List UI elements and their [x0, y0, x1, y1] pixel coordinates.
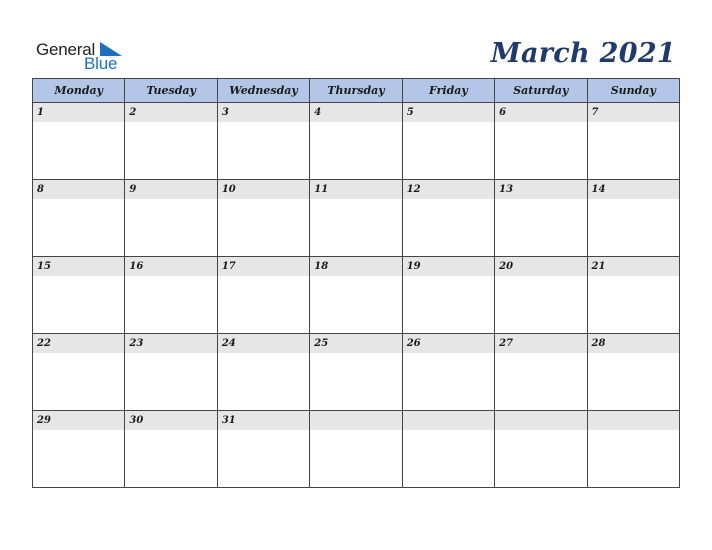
- day-cell: [125, 103, 217, 180]
- day-cell: [402, 334, 494, 411]
- day-number: 28: [588, 334, 679, 353]
- day-cell: [587, 103, 679, 180]
- day-cell: [310, 334, 402, 411]
- week-row: [33, 334, 680, 411]
- day-number: 8: [33, 180, 124, 199]
- day-number: [310, 411, 401, 430]
- day-number: 14: [588, 180, 679, 199]
- week-row: [33, 411, 680, 488]
- weekday-header: Saturday: [495, 79, 587, 103]
- day-cell: [217, 103, 309, 180]
- day-cell: [587, 411, 679, 488]
- day-number: 22: [33, 334, 124, 353]
- day-number: 17: [218, 257, 309, 276]
- day-cell: [33, 180, 125, 257]
- day-number: 11: [310, 180, 401, 199]
- brand-logo: [36, 40, 136, 74]
- day-cell: [33, 103, 125, 180]
- day-cell: [125, 411, 217, 488]
- day-number: 15: [33, 257, 124, 276]
- day-cell: [33, 411, 125, 488]
- day-number: 26: [403, 334, 494, 353]
- day-number: [588, 411, 679, 430]
- weekday-header: Thursday: [310, 79, 402, 103]
- day-cell: [125, 334, 217, 411]
- day-number: 13: [495, 180, 586, 199]
- day-cell: [587, 257, 679, 334]
- day-cell: [402, 411, 494, 488]
- week-row: [33, 180, 680, 257]
- brand-word-blue: Blue: [84, 54, 118, 73]
- day-number: 16: [125, 257, 216, 276]
- weekday-header-row: [33, 79, 680, 103]
- week-row: [33, 257, 680, 334]
- month-calendar: [32, 78, 680, 488]
- day-number: 12: [403, 180, 494, 199]
- day-number: 27: [495, 334, 586, 353]
- day-cell: [33, 257, 125, 334]
- day-cell: [310, 411, 402, 488]
- day-cell: [587, 180, 679, 257]
- day-cell: [310, 103, 402, 180]
- day-number: 7: [588, 103, 679, 122]
- day-number: 30: [125, 411, 216, 430]
- day-number: 20: [495, 257, 586, 276]
- day-number: 18: [310, 257, 401, 276]
- day-cell: [125, 180, 217, 257]
- day-number: 31: [218, 411, 309, 430]
- day-number: 25: [310, 334, 401, 353]
- day-cell: [217, 334, 309, 411]
- day-number: 2: [125, 103, 216, 122]
- day-number: 6: [495, 103, 586, 122]
- day-number: 19: [403, 257, 494, 276]
- day-cell: [402, 103, 494, 180]
- weekday-header: Monday: [33, 79, 125, 103]
- day-cell: [217, 257, 309, 334]
- page-title: March 2021: [490, 38, 676, 69]
- day-cell: [587, 334, 679, 411]
- day-cell: [495, 103, 587, 180]
- day-number: 10: [218, 180, 309, 199]
- day-number: [495, 411, 586, 430]
- day-number: 21: [588, 257, 679, 276]
- day-number: 23: [125, 334, 216, 353]
- day-cell: [495, 180, 587, 257]
- day-cell: [33, 334, 125, 411]
- day-number: 1: [33, 103, 124, 122]
- day-cell: [402, 257, 494, 334]
- day-cell: [402, 180, 494, 257]
- brand-word-general: General: [36, 40, 96, 59]
- day-cell: [310, 180, 402, 257]
- day-number: 24: [218, 334, 309, 353]
- day-number: 29: [33, 411, 124, 430]
- day-number: 5: [403, 103, 494, 122]
- day-cell: [495, 411, 587, 488]
- day-cell: [310, 257, 402, 334]
- weekday-header: Friday: [402, 79, 494, 103]
- day-number: 9: [125, 180, 216, 199]
- day-number: 4: [310, 103, 401, 122]
- week-row: [33, 103, 680, 180]
- weekday-header: Sunday: [587, 79, 679, 103]
- day-cell: [125, 257, 217, 334]
- day-cell: [217, 180, 309, 257]
- day-number: [403, 411, 494, 430]
- weekday-header: Tuesday: [125, 79, 217, 103]
- day-cell: [495, 257, 587, 334]
- day-number: 3: [218, 103, 309, 122]
- day-cell: [217, 411, 309, 488]
- day-cell: [495, 334, 587, 411]
- weekday-header: Wednesday: [217, 79, 309, 103]
